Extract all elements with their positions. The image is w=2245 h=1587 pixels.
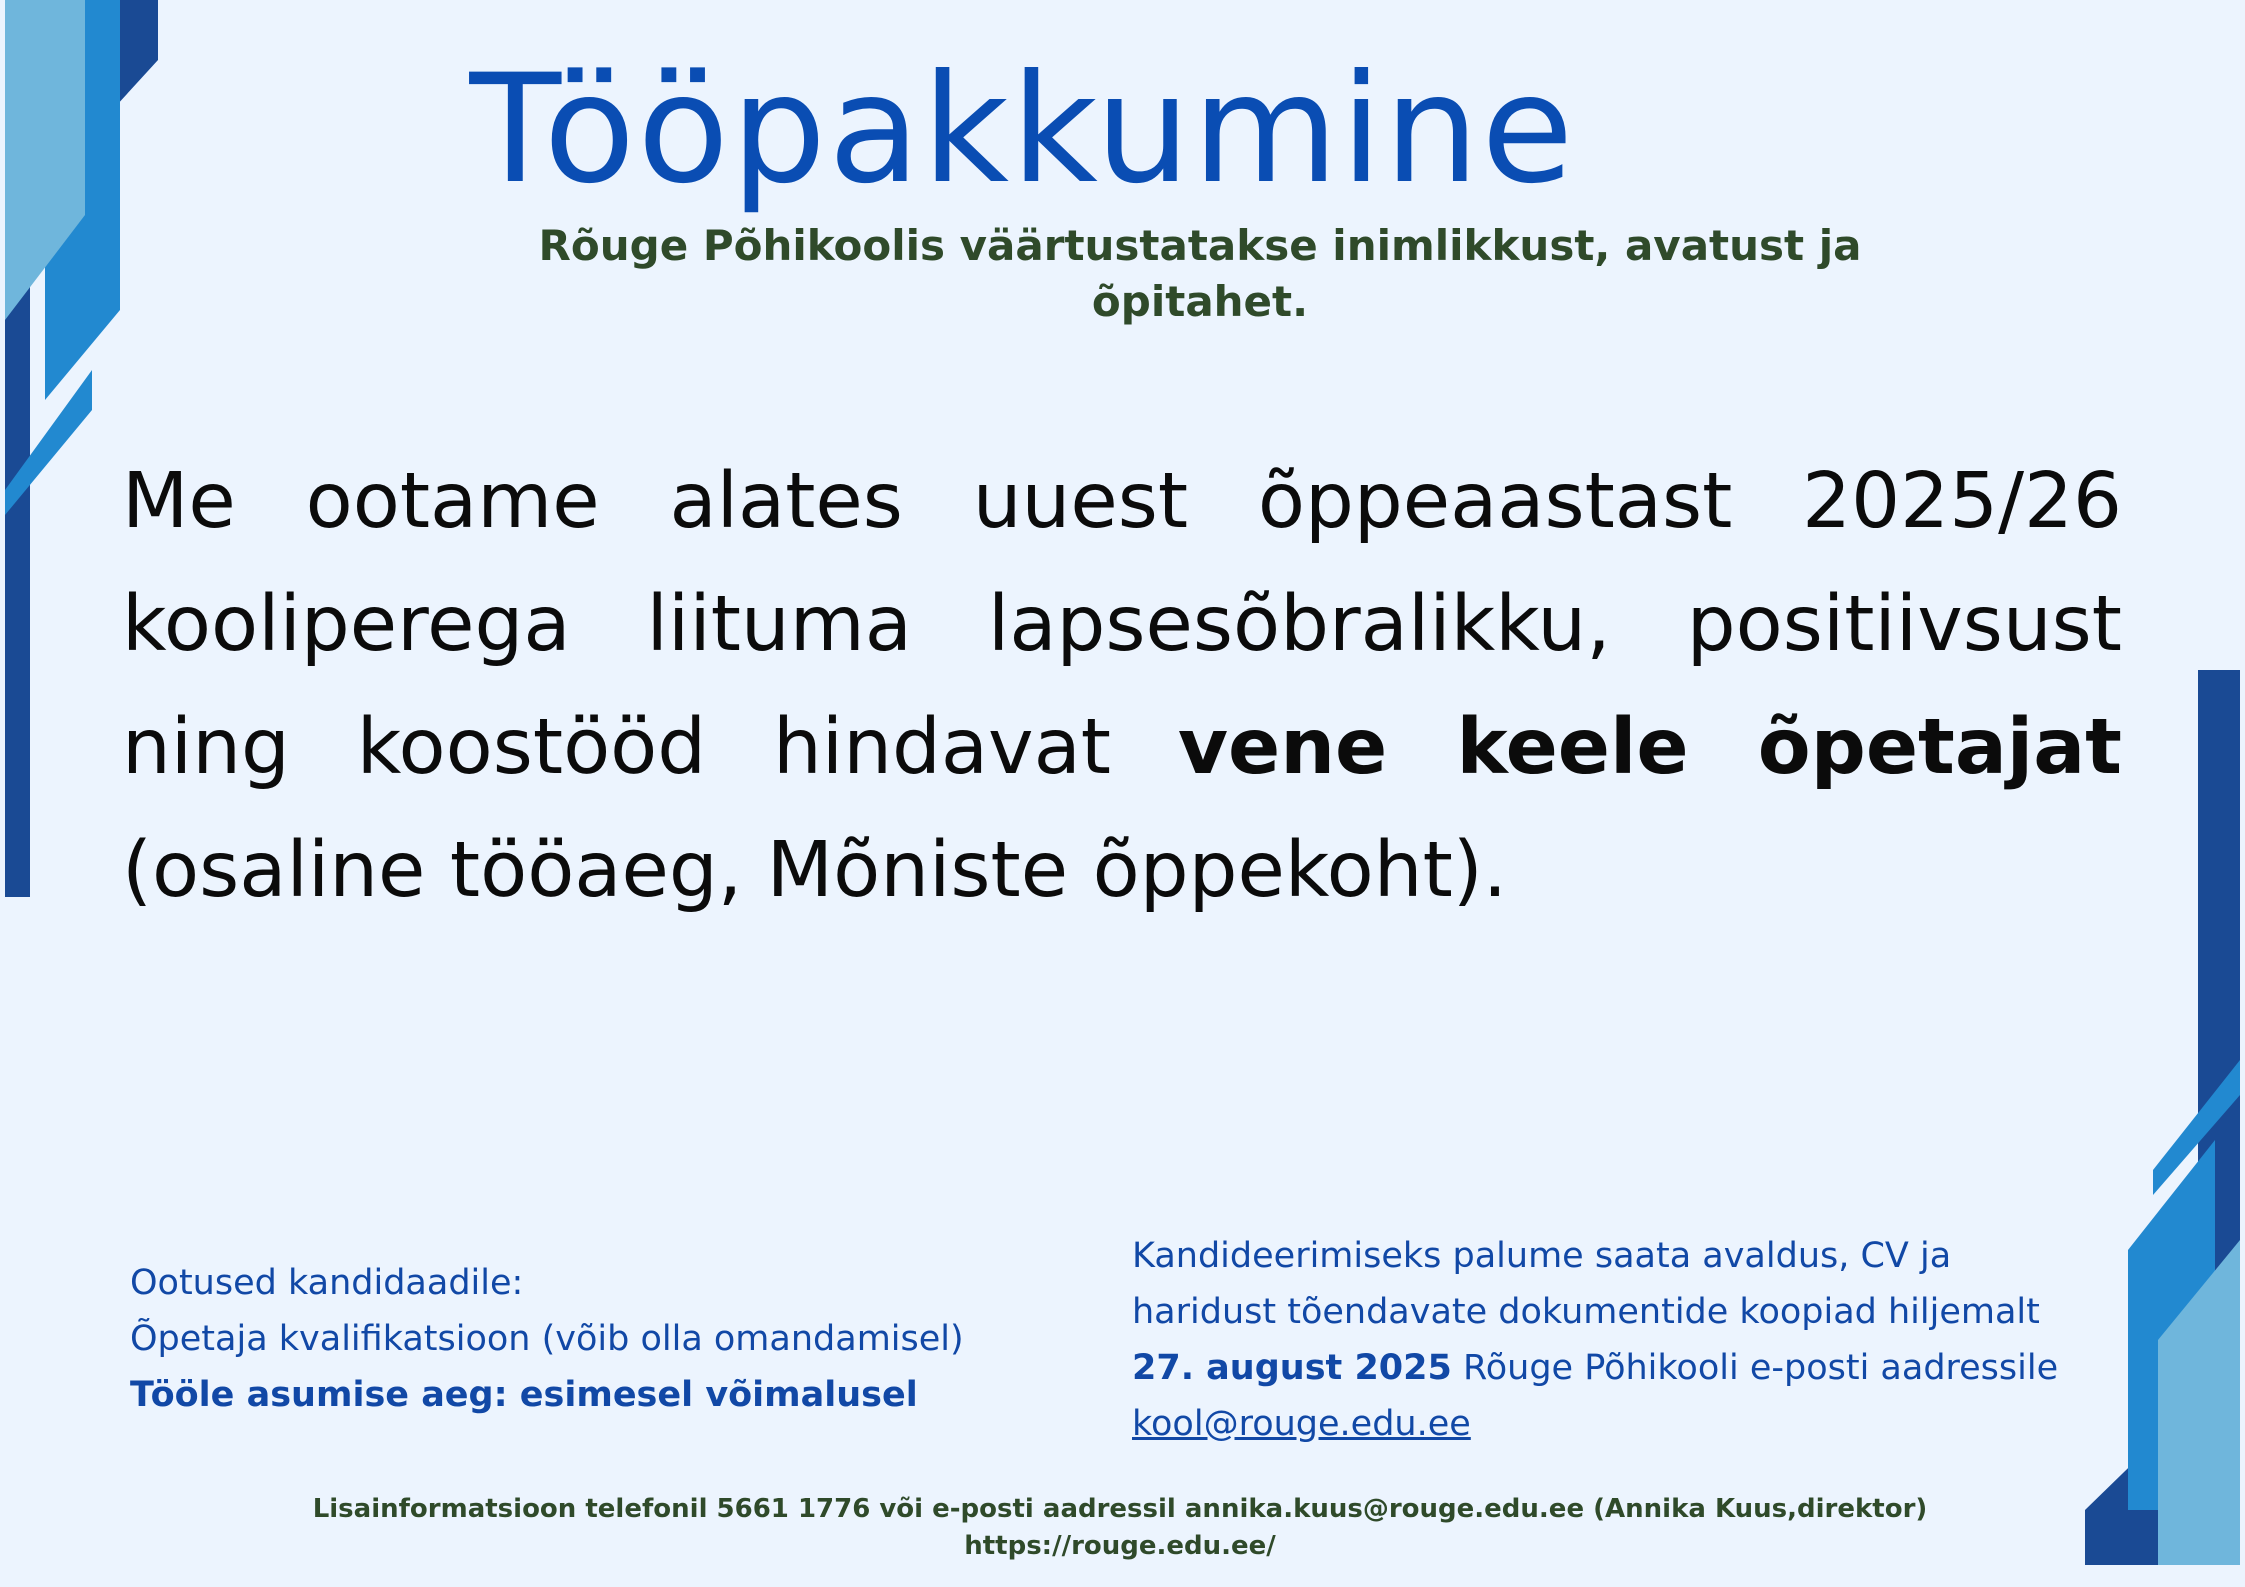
- expectations-heading: Ootused kandidaadile:: [130, 1263, 524, 1303]
- application-line-3-text: Rõuge Põhikooli e-posti aadressile: [1463, 1348, 2059, 1388]
- footer: [300, 1491, 1940, 1565]
- application-line-3: [1132, 1340, 2072, 1396]
- contact-info: Lisainformatsioon telefonil 5661 1776 või e-posti aadressil annika.kuus@rouge.edu.ee (Annika Kuus,direktor): [312, 1494, 1928, 1524]
- page-title: [0, 40, 2245, 220]
- announcement-intro: Me ootame alates uuest õppeaastast 2025/26 kooliperega liituma lapsesõbralikku, positiivsust ning koostööd hindavat: [122, 457, 2122, 792]
- website-link[interactable]: https://rouge.edu.ee/: [964, 1531, 1276, 1561]
- announcement-details: (osaline tööaeg, Mõniste õppekoht).: [122, 826, 1508, 915]
- position-title: vene keele õpetajat: [1177, 703, 2122, 792]
- expectations-block: [130, 1255, 1030, 1423]
- email-link[interactable]: kool@rouge.edu.ee: [1132, 1404, 1471, 1444]
- application-line-1: Kandideerimiseks palume saata avaldus, CV ja: [1132, 1236, 1952, 1276]
- main-announcement: [122, 440, 2122, 932]
- subtitle: Rõuge Põhikoolis väärtustatakse inimlikkust, avatust ja õpitahet.: [538, 221, 1862, 326]
- application-block: [1132, 1228, 2072, 1452]
- page-title-text: Tööpakkumine: [469, 43, 1576, 217]
- application-line-2: haridust tõendavate dokumentide koopiad hiljemalt: [1132, 1292, 2040, 1332]
- qualification-requirement: Õpetaja kvalifikatsioon (võib olla omandamisel): [130, 1319, 964, 1359]
- deadline: 27. august 2025: [1132, 1348, 1452, 1388]
- start-time: Tööle asumise aeg: esimesel võimalusel: [130, 1375, 918, 1415]
